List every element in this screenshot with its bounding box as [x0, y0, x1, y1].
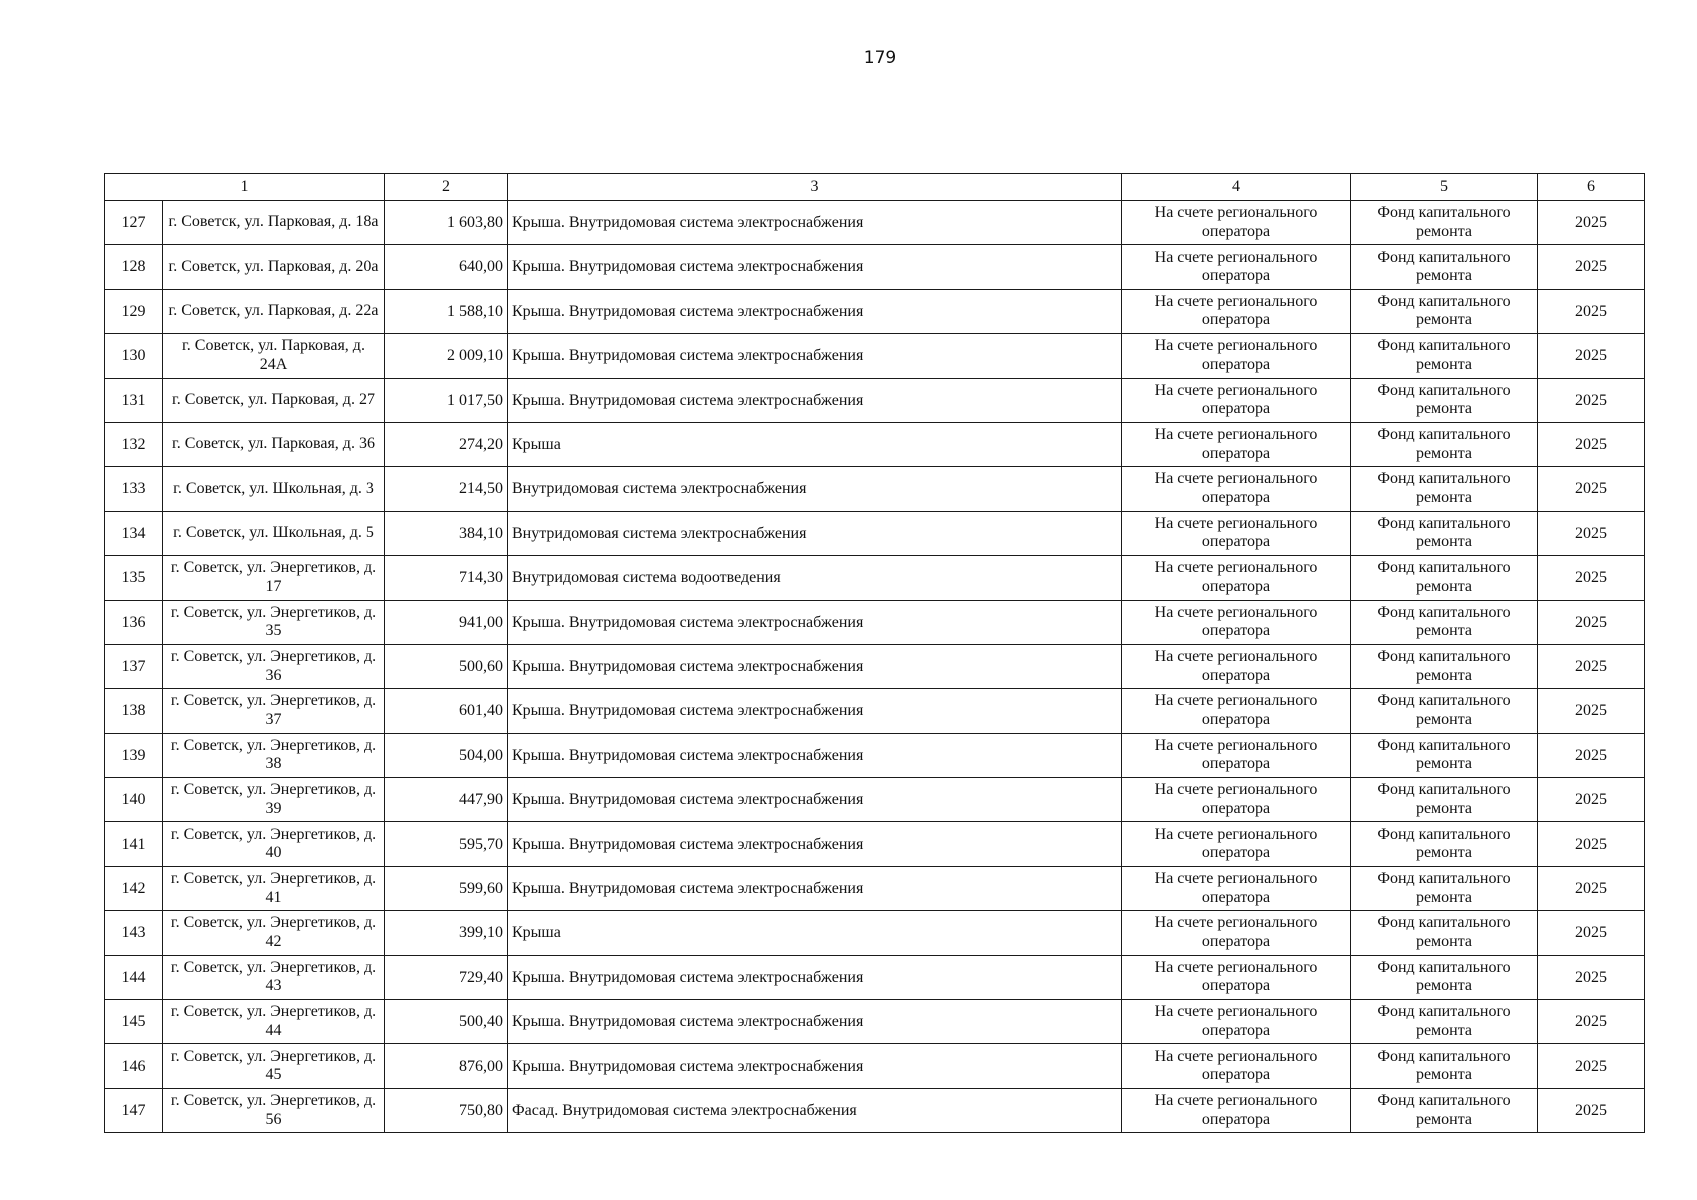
works-cell: Крыша. Внутридомовая система электроснабжения — [508, 1000, 1122, 1044]
year-cell: 2025 — [1538, 467, 1645, 511]
year-cell: 2025 — [1538, 556, 1645, 600]
area-cell: 274,20 — [385, 422, 508, 466]
header-col-3: 3 — [508, 174, 1122, 201]
area-cell: 500,60 — [385, 644, 508, 688]
address-cell: г. Советск, ул. Школьная, д. 3 — [163, 467, 385, 511]
funding-source-cell: Фонд капитального ремонта — [1351, 1000, 1538, 1044]
funding-source-cell: Фонд капитального ремонта — [1351, 245, 1538, 289]
account-cell: На счете регионального оператора — [1122, 378, 1351, 422]
table-row — [105, 245, 1645, 289]
funding-source-cell: Фонд капитального ремонта — [1351, 600, 1538, 644]
works-cell: Крыша. Внутридомовая система электроснабжения — [508, 955, 1122, 999]
account-cell: На счете регионального оператора — [1122, 1044, 1351, 1088]
address-cell: г. Советск, ул. Энергетиков, д. 38 — [163, 733, 385, 777]
funding-source-cell: Фонд капитального ремонта — [1351, 955, 1538, 999]
area-cell: 214,50 — [385, 467, 508, 511]
funding-source-cell: Фонд капитального ремонта — [1351, 467, 1538, 511]
year-cell: 2025 — [1538, 689, 1645, 733]
year-cell: 2025 — [1538, 866, 1645, 910]
header-col-1: 1 — [105, 174, 385, 201]
table-header — [105, 174, 1645, 201]
account-cell: На счете регионального оператора — [1122, 733, 1351, 777]
account-cell: На счете регионального оператора — [1122, 467, 1351, 511]
row-number: 131 — [105, 378, 163, 422]
row-number: 147 — [105, 1088, 163, 1132]
account-cell: На счете регионального оператора — [1122, 1088, 1351, 1132]
funding-source-cell: Фонд капитального ремонта — [1351, 733, 1538, 777]
table-row — [105, 955, 1645, 999]
address-cell: г. Советск, ул. Парковая, д. 27 — [163, 378, 385, 422]
year-cell: 2025 — [1538, 644, 1645, 688]
table-row — [105, 467, 1645, 511]
table-row — [105, 822, 1645, 866]
account-cell: На счете регионального оператора — [1122, 689, 1351, 733]
year-cell: 2025 — [1538, 511, 1645, 555]
area-cell: 384,10 — [385, 511, 508, 555]
address-cell: г. Советск, ул. Парковая, д. 24А — [163, 334, 385, 378]
address-cell: г. Советск, ул. Энергетиков, д. 17 — [163, 556, 385, 600]
area-cell: 729,40 — [385, 955, 508, 999]
works-cell: Крыша. Внутридомовая система электроснабжения — [508, 822, 1122, 866]
row-number: 137 — [105, 644, 163, 688]
area-cell: 599,60 — [385, 866, 508, 910]
works-cell: Крыша. Внутридомовая система электроснабжения — [508, 245, 1122, 289]
address-cell: г. Советск, ул. Энергетиков, д. 42 — [163, 911, 385, 955]
address-cell: г. Советск, ул. Энергетиков, д. 44 — [163, 1000, 385, 1044]
account-cell: На счете регионального оператора — [1122, 911, 1351, 955]
address-cell: г. Советск, ул. Энергетиков, д. 37 — [163, 689, 385, 733]
address-cell: г. Советск, ул. Парковая, д. 36 — [163, 422, 385, 466]
area-cell: 1 017,50 — [385, 378, 508, 422]
table-row — [105, 600, 1645, 644]
address-cell: г. Советск, ул. Энергетиков, д. 45 — [163, 1044, 385, 1088]
table-row — [105, 689, 1645, 733]
row-number: 142 — [105, 866, 163, 910]
year-cell: 2025 — [1538, 201, 1645, 245]
account-cell: На счете регионального оператора — [1122, 778, 1351, 822]
header-col-5: 5 — [1351, 174, 1538, 201]
works-cell: Внутридомовая система водоотведения — [508, 556, 1122, 600]
works-cell: Крыша. Внутридомовая система электроснабжения — [508, 733, 1122, 777]
year-cell: 2025 — [1538, 334, 1645, 378]
account-cell: На счете регионального оператора — [1122, 644, 1351, 688]
table-row — [105, 511, 1645, 555]
header-col-2: 2 — [385, 174, 508, 201]
works-cell: Крыша. Внутридомовая система электроснабжения — [508, 378, 1122, 422]
area-cell: 714,30 — [385, 556, 508, 600]
table-row — [105, 733, 1645, 777]
works-cell: Крыша. Внутридомовая система электроснабжения — [508, 778, 1122, 822]
address-cell: г. Советск, ул. Школьная, д. 5 — [163, 511, 385, 555]
funding-source-cell: Фонд капитального ремонта — [1351, 866, 1538, 910]
funding-source-cell: Фонд капитального ремонта — [1351, 911, 1538, 955]
table-row — [105, 422, 1645, 466]
row-number: 129 — [105, 289, 163, 333]
address-cell: г. Советск, ул. Парковая, д. 20а — [163, 245, 385, 289]
address-cell: г. Советск, ул. Парковая, д. 18а — [163, 201, 385, 245]
funding-source-cell: Фонд капитального ремонта — [1351, 1044, 1538, 1088]
area-cell: 500,40 — [385, 1000, 508, 1044]
table-row — [105, 866, 1645, 910]
address-cell: г. Советск, ул. Энергетиков, д. 39 — [163, 778, 385, 822]
capital-repair-table — [104, 173, 1645, 1133]
row-number: 144 — [105, 955, 163, 999]
funding-source-cell: Фонд капитального ремонта — [1351, 422, 1538, 466]
header-col-4: 4 — [1122, 174, 1351, 201]
account-cell: На счете регионального оператора — [1122, 600, 1351, 644]
year-cell: 2025 — [1538, 1000, 1645, 1044]
header-row — [105, 174, 1645, 201]
funding-source-cell: Фонд капитального ремонта — [1351, 378, 1538, 422]
row-number: 138 — [105, 689, 163, 733]
table-row — [105, 378, 1645, 422]
area-cell: 1 603,80 — [385, 201, 508, 245]
funding-source-cell: Фонд капитального ремонта — [1351, 1088, 1538, 1132]
row-number: 128 — [105, 245, 163, 289]
area-cell: 750,80 — [385, 1088, 508, 1132]
row-number: 127 — [105, 201, 163, 245]
area-cell: 640,00 — [385, 245, 508, 289]
account-cell: На счете регионального оператора — [1122, 289, 1351, 333]
table-row — [105, 289, 1645, 333]
area-cell: 447,90 — [385, 778, 508, 822]
funding-source-cell: Фонд капитального ремонта — [1351, 511, 1538, 555]
funding-source-cell: Фонд капитального ремонта — [1351, 334, 1538, 378]
table-row — [105, 201, 1645, 245]
year-cell: 2025 — [1538, 778, 1645, 822]
year-cell: 2025 — [1538, 1088, 1645, 1132]
funding-source-cell: Фонд капитального ремонта — [1351, 201, 1538, 245]
header-col-6: 6 — [1538, 174, 1645, 201]
table-row — [105, 778, 1645, 822]
year-cell: 2025 — [1538, 289, 1645, 333]
account-cell: На счете регионального оператора — [1122, 511, 1351, 555]
area-cell: 1 588,10 — [385, 289, 508, 333]
funding-source-cell: Фонд капитального ремонта — [1351, 778, 1538, 822]
row-number: 146 — [105, 1044, 163, 1088]
works-cell: Фасад. Внутридомовая система электроснабжения — [508, 1088, 1122, 1132]
page-number: 179 — [863, 48, 897, 68]
row-number: 135 — [105, 556, 163, 600]
works-cell: Крыша. Внутридомовая система электроснабжения — [508, 644, 1122, 688]
year-cell: 2025 — [1538, 422, 1645, 466]
works-cell: Крыша. Внутридомовая система электроснабжения — [508, 334, 1122, 378]
works-cell: Внутридомовая система электроснабжения — [508, 467, 1122, 511]
address-cell: г. Советск, ул. Энергетиков, д. 36 — [163, 644, 385, 688]
row-number: 136 — [105, 600, 163, 644]
table-row — [105, 644, 1645, 688]
area-cell: 876,00 — [385, 1044, 508, 1088]
account-cell: На счете регионального оператора — [1122, 866, 1351, 910]
year-cell: 2025 — [1538, 822, 1645, 866]
table-body — [105, 201, 1645, 1133]
works-cell: Крыша. Внутридомовая система электроснабжения — [508, 866, 1122, 910]
row-number: 141 — [105, 822, 163, 866]
table-row — [105, 334, 1645, 378]
account-cell: На счете регионального оператора — [1122, 245, 1351, 289]
row-number: 133 — [105, 467, 163, 511]
year-cell: 2025 — [1538, 955, 1645, 999]
area-cell: 399,10 — [385, 911, 508, 955]
account-cell: На счете регионального оператора — [1122, 556, 1351, 600]
area-cell: 595,70 — [385, 822, 508, 866]
works-cell: Крыша. Внутридомовая система электроснабжения — [508, 689, 1122, 733]
row-number: 143 — [105, 911, 163, 955]
year-cell: 2025 — [1538, 378, 1645, 422]
table-row — [105, 556, 1645, 600]
address-cell: г. Советск, ул. Энергетиков, д. 43 — [163, 955, 385, 999]
account-cell: На счете регионального оператора — [1122, 955, 1351, 999]
year-cell: 2025 — [1538, 1044, 1645, 1088]
row-number: 139 — [105, 733, 163, 777]
works-cell: Крыша. Внутридомовая система электроснабжения — [508, 600, 1122, 644]
works-cell: Крыша. Внутридомовая система электроснабжения — [508, 1044, 1122, 1088]
year-cell: 2025 — [1538, 911, 1645, 955]
row-number: 145 — [105, 1000, 163, 1044]
funding-source-cell: Фонд капитального ремонта — [1351, 689, 1538, 733]
area-cell: 941,00 — [385, 600, 508, 644]
row-number: 132 — [105, 422, 163, 466]
works-cell: Внутридомовая система электроснабжения — [508, 511, 1122, 555]
funding-source-cell: Фонд капитального ремонта — [1351, 556, 1538, 600]
account-cell: На счете регионального оператора — [1122, 201, 1351, 245]
area-cell: 601,40 — [385, 689, 508, 733]
row-number: 140 — [105, 778, 163, 822]
area-cell: 2 009,10 — [385, 334, 508, 378]
account-cell: На счете регионального оператора — [1122, 334, 1351, 378]
funding-source-cell: Фонд капитального ремонта — [1351, 644, 1538, 688]
table-row — [105, 1044, 1645, 1088]
area-cell: 504,00 — [385, 733, 508, 777]
address-cell: г. Советск, ул. Энергетиков, д. 41 — [163, 866, 385, 910]
funding-source-cell: Фонд капитального ремонта — [1351, 822, 1538, 866]
year-cell: 2025 — [1538, 733, 1645, 777]
works-cell: Крыша — [508, 911, 1122, 955]
address-cell: г. Советск, ул. Энергетиков, д. 40 — [163, 822, 385, 866]
address-cell: г. Советск, ул. Энергетиков, д. 35 — [163, 600, 385, 644]
works-cell: Крыша — [508, 422, 1122, 466]
year-cell: 2025 — [1538, 600, 1645, 644]
table-row — [105, 911, 1645, 955]
table-row — [105, 1088, 1645, 1132]
row-number: 134 — [105, 511, 163, 555]
works-cell: Крыша. Внутридомовая система электроснабжения — [508, 289, 1122, 333]
works-cell: Крыша. Внутридомовая система электроснабжения — [508, 201, 1122, 245]
funding-source-cell: Фонд капитального ремонта — [1351, 289, 1538, 333]
address-cell: г. Советск, ул. Энергетиков, д. 56 — [163, 1088, 385, 1132]
account-cell: На счете регионального оператора — [1122, 1000, 1351, 1044]
account-cell: На счете регионального оператора — [1122, 822, 1351, 866]
year-cell: 2025 — [1538, 245, 1645, 289]
table-row — [105, 1000, 1645, 1044]
account-cell: На счете регионального оператора — [1122, 422, 1351, 466]
row-number: 130 — [105, 334, 163, 378]
address-cell: г. Советск, ул. Парковая, д. 22а — [163, 289, 385, 333]
